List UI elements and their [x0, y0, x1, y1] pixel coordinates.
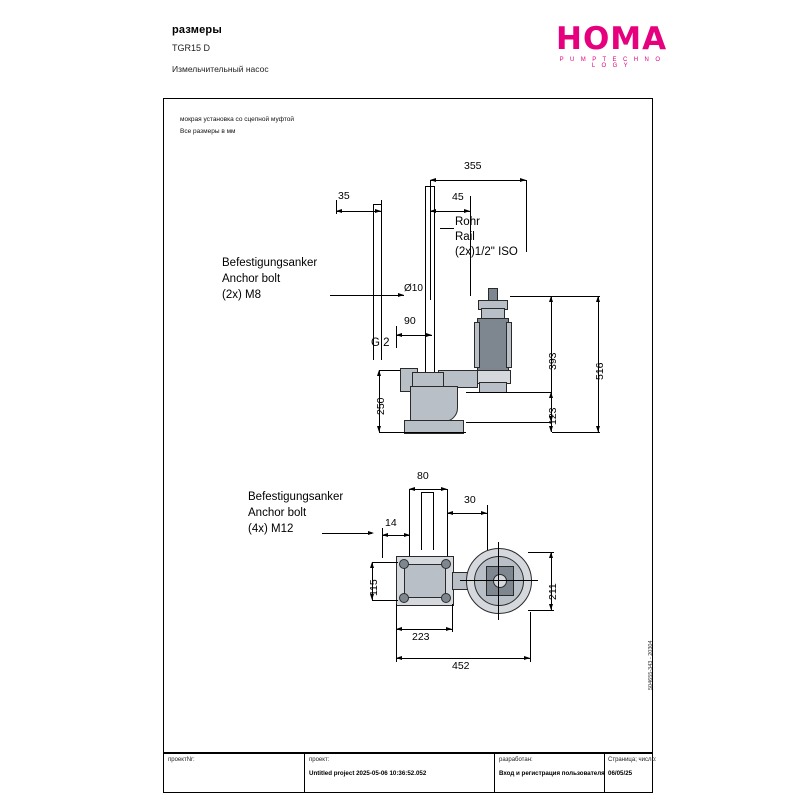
plan-rail-right — [433, 492, 434, 550]
plan-rail-cap — [421, 492, 434, 493]
anchor-hole-br — [441, 593, 451, 603]
anchor-bottom-line-1: Befestigungsanker — [248, 491, 344, 503]
dim-355-ext-left — [430, 180, 431, 300]
dim-355-ext-right — [526, 180, 527, 252]
dim-80-value: 80 — [417, 470, 429, 482]
logo-tagline: P U M P T E C H N O L O G Y — [559, 57, 663, 69]
anchor-top-line-3: (2x) M8 — [222, 289, 261, 301]
dim-45-value: 45 — [452, 191, 464, 203]
dim-452-ext-right — [530, 612, 531, 662]
dim-30-ext-right — [487, 505, 488, 555]
pump-hub — [493, 574, 507, 588]
titleblock-author-value: Вход и регистрация пользователя — [499, 770, 605, 777]
motor-fin-right — [506, 322, 512, 368]
dim-211-value: 211 — [547, 583, 559, 600]
dim-355-value: 355 — [464, 160, 482, 172]
plan-centerline-v — [498, 542, 499, 620]
coupling-foot-body — [410, 386, 458, 422]
dim-452-ext-left — [396, 632, 397, 662]
titleblock-page-value: 06/05/25 — [608, 770, 633, 777]
dim-223-value: 223 — [412, 631, 430, 643]
model-designation: TGR15 D — [172, 43, 211, 53]
dim-45-arrow-left — [430, 209, 436, 213]
dim-516-ext-bottom — [552, 432, 600, 433]
dim-452-value: 452 — [452, 660, 470, 672]
motor-housing — [477, 318, 509, 372]
anchor-bottom-line-2: Anchor bolt — [248, 507, 307, 519]
anchor-bottom-leader-arrow — [368, 531, 374, 535]
titleblock-author-key: разработан: — [499, 757, 533, 763]
rail-label-line-3: (2x)1/2" ISO — [455, 246, 518, 258]
dim-452-line — [396, 658, 530, 659]
dim-223-line — [396, 629, 452, 630]
drawing-code: 504655-343 - 20304 — [648, 640, 654, 690]
dim-250-value: 250 — [375, 397, 387, 415]
dim-90-ext-left — [396, 326, 397, 348]
page-title: размеры — [172, 24, 222, 36]
dim-90-value: 90 — [404, 315, 416, 327]
titleblock-page-key: Страница; число: — [608, 757, 657, 763]
anchor-bottom-leader — [322, 533, 372, 534]
logo-wordmark: HOMA — [556, 21, 668, 57]
dim-516-value: 516 — [594, 362, 606, 380]
anchor-bottom-line-3: (4x) M12 — [248, 523, 294, 535]
dim-80-ext-left — [409, 489, 410, 559]
guide-rail-right-cap — [425, 186, 435, 187]
dim-115-ext-bottom — [372, 600, 398, 601]
dim-211-line — [551, 552, 552, 610]
rail-label — [455, 215, 518, 260]
titleblock-project-key: проект: — [309, 757, 330, 763]
dim-355-line — [430, 180, 526, 181]
dim-14-ext-left — [382, 528, 383, 558]
dim-30-arrow-left — [447, 511, 453, 515]
dim-123-ext-top — [466, 392, 552, 393]
guide-rail-right-2 — [434, 186, 435, 386]
dim-123-value: 123 — [547, 407, 559, 425]
product-subtitle: Измельчительный насос — [172, 64, 269, 74]
dim-393-ext-top — [510, 296, 552, 297]
guide-rail-left-cap — [373, 204, 382, 205]
dim-14-arrow-right — [404, 533, 410, 537]
baseplate-inner — [404, 564, 446, 598]
dim-80-ext-right — [447, 489, 448, 559]
dim-393-value: 393 — [547, 352, 559, 370]
dim-90-arrow-right — [426, 333, 432, 337]
floor-line — [400, 432, 466, 433]
dim-35-ext-left — [336, 200, 337, 214]
rail-leader — [440, 228, 454, 229]
anchor-bottom-label — [248, 489, 343, 537]
titleblock-project-no-key: проектNr: — [168, 757, 195, 763]
title-block — [163, 753, 657, 793]
plan-centerline-h — [460, 580, 538, 581]
dim-223-ext-left — [396, 604, 397, 632]
motor-fin-left — [474, 322, 480, 368]
anchor-top-label — [222, 255, 317, 303]
dim-211-ext-top — [528, 552, 554, 553]
note-installation: мокрая установка со сцепной муфтой — [180, 116, 294, 123]
anchor-top-line-2: Anchor bolt — [222, 273, 281, 285]
dim-393-ext-mid — [466, 422, 552, 423]
anchor-hole-bl — [399, 593, 409, 603]
plan-rail-left — [421, 492, 422, 550]
titleblock-project-value: Untitled project 2025-05-06 10:36:52.052 — [309, 770, 427, 777]
anchor-hole-tr — [441, 559, 451, 569]
thread-label: G 2 — [371, 337, 390, 349]
hole-diameter-label: Ø10 — [404, 283, 423, 294]
titleblock-project-no — [164, 754, 304, 792]
anchor-top-line-1: Befestigungsanker — [222, 257, 318, 269]
dim-30-value: 30 — [464, 494, 476, 506]
guide-rail-right — [425, 186, 426, 386]
titleblock-author — [494, 754, 604, 792]
titleblock-page — [604, 754, 657, 792]
anchor-top-leader — [330, 295, 404, 296]
dim-516-ext-top — [552, 296, 600, 297]
rail-label-line-2: Rail — [455, 231, 475, 243]
titleblock-project — [304, 754, 494, 792]
note-units: Все размеры в мм — [180, 128, 236, 135]
dim-14-value: 14 — [385, 517, 397, 529]
dim-35-value: 35 — [338, 190, 350, 202]
anchor-hole-tl — [399, 559, 409, 569]
dim-250-ext-top — [379, 370, 401, 371]
rail-label-line-1: Rohr — [455, 216, 480, 228]
dim-223-ext-right — [452, 604, 453, 632]
dim-115-ext-top — [372, 562, 398, 563]
dim-115-value: 115 — [368, 579, 380, 596]
dim-211-ext-bottom — [528, 610, 554, 611]
homa-logo — [556, 21, 668, 69]
